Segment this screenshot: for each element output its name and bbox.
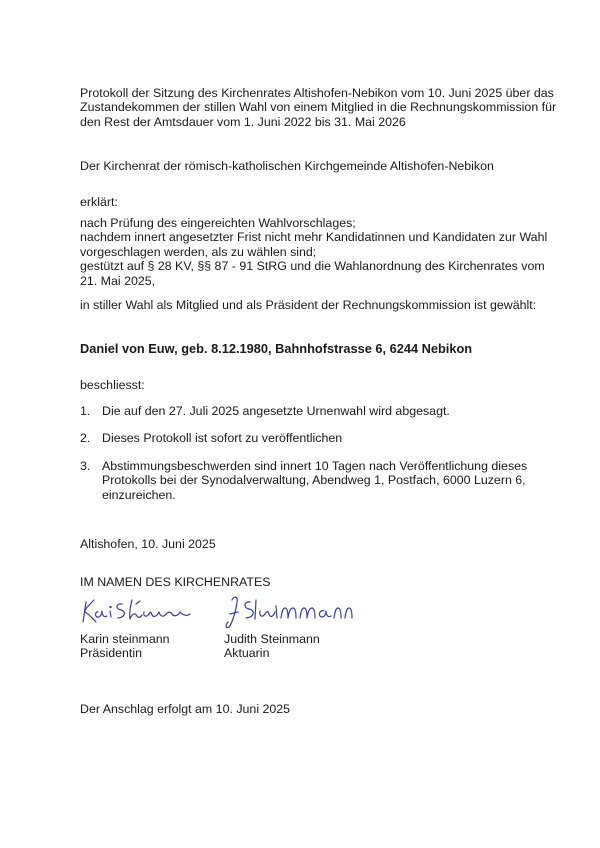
signatory-secretary: [224, 632, 320, 661]
declares-label: erklärt:: [80, 195, 118, 209]
posting-notice: Der Anschlag erfolgt am 10. Juni 2025: [80, 702, 291, 716]
council-statement: Der Kirchenrat der römisch-katholischen Kirchgemeinde Altishofen-Nebikon: [80, 159, 494, 173]
decision-number: 2.: [80, 431, 91, 446]
decision-list: [80, 404, 540, 515]
decision-text: Dieses Protokoll ist sofort zu veröffentlichen: [102, 431, 343, 446]
decides-label: beschliesst:: [80, 378, 145, 392]
elected-person: Daniel von Euw, geb. 8.12.1980, Bahnhofstrasse 6, 6244 Nebikon: [80, 341, 473, 356]
decision-number: 3.: [80, 458, 91, 473]
signatory-role: Präsidentin: [80, 646, 142, 661]
decision-number: 1.: [80, 404, 91, 418]
signatory-role: Aktuarin: [224, 646, 270, 661]
decision-item: [80, 431, 540, 445]
handwritten-signatures: [80, 592, 380, 630]
decision-item: [80, 404, 540, 418]
finding-item: gestützt auf § 28 KV, §§ 87 - 91 StRG und die Wahlanordnung des Kirchenrates vom 21. Mai 2025,: [80, 259, 545, 288]
place-date: Altishofen, 10. Juni 2025: [80, 537, 216, 551]
decision-text: Die auf den 27. Juli 2025 angesetzte Urnenwahl wird abgesagt.: [102, 404, 450, 418]
decision-text: Abstimmungsbeschwerden sind innert 10 Tagen nach Veröffentlichung dieses Protokolls bei der Synodalverwaltung, Abendweg 1, Postfach, 6000 Luzern 6, einzureichen.: [102, 458, 528, 502]
on-behalf-heading: IM NAMEN DES KIRCHENRATES: [80, 575, 271, 589]
election-statement: in stiller Wahl als Mitglied und als Präsident der Rechnungskommission ist gewählt:: [80, 298, 537, 312]
signatory-president: [80, 632, 170, 661]
signatory-name: Karin steinmann: [80, 632, 170, 646]
signatures: [80, 592, 380, 630]
finding-item: nachdem innert angesetzter Frist nicht mehr Kandidatinnen und Kandidaten zur Wahl vorgeschlagen werden, als zu wählen sind;: [80, 230, 548, 259]
findings-list: [80, 216, 560, 288]
signatory-name: Judith Steinmann: [224, 632, 320, 646]
finding-item: nach Prüfung des eingereichten Wahlvorschlages;: [80, 216, 356, 230]
decision-item: [80, 459, 540, 502]
protocol-intro: Protokoll der Sitzung des Kirchenrates Altishofen-Nebikon vom 10. Juni 2025 über das Zustandekommen der stillen Wahl von einem Mitglied in die Rechnungskommission für den Rest der Amtsdauer vom 1. Juni 2022 bis 31. Mai 2026: [80, 86, 557, 129]
